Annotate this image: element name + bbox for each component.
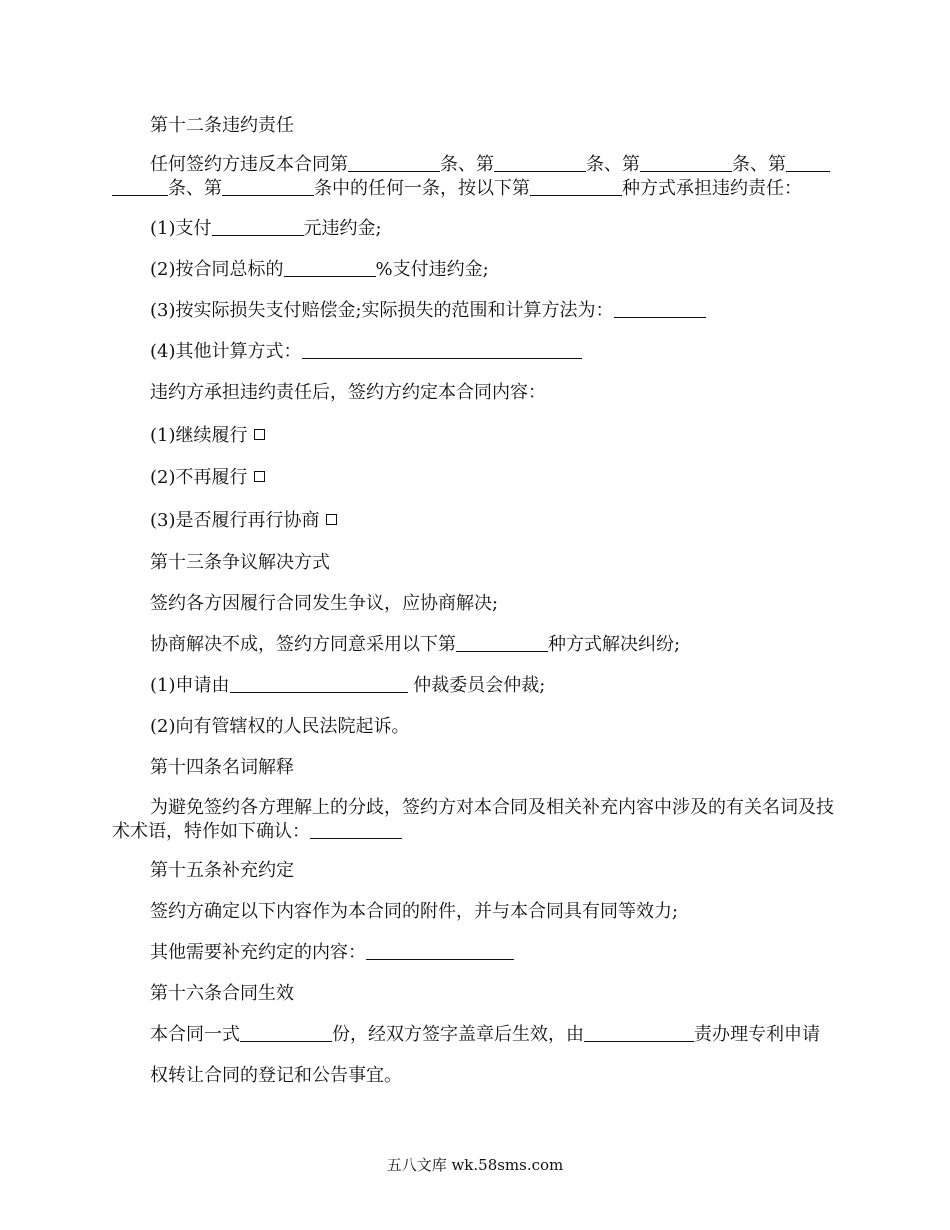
article13-p2: 协商解决不成，签约方同意采用以下第 种方式解决纠纷; xyxy=(150,634,681,655)
blank-line[interactable] xyxy=(230,674,408,693)
article12-heading: 第十二条违约责任 xyxy=(150,115,294,136)
article14-heading: 第十四条名词解释 xyxy=(150,757,294,778)
blank-line[interactable] xyxy=(530,177,622,196)
option-terminate: (2)不再履行 xyxy=(112,466,842,490)
blank-line[interactable] xyxy=(366,941,514,960)
footer-watermark: 五八文库 wk.58sms.com xyxy=(386,1156,564,1174)
article16-p2: 权转让合同的登记和公告事宜。 xyxy=(150,1065,402,1086)
article12-after: 违约方承担违约责任后，签约方约定本合同内容： xyxy=(150,382,546,403)
blank-line[interactable] xyxy=(640,153,732,172)
blank-line[interactable] xyxy=(284,258,376,277)
blank-line[interactable] xyxy=(456,633,548,652)
blank-line[interactable] xyxy=(494,153,586,172)
article12-paragraph-cont: 条、第 条中的任何一条，按以下第 种方式承担违约责任： xyxy=(112,177,842,201)
article14-p1: 为避免签约各方理解上的分歧，签约方对本合同及相关补充内容中涉及的有关名词及技术术语，特作如下确认： xyxy=(112,797,834,842)
option-continue: (1)继续履行 xyxy=(112,424,842,448)
blank-line[interactable] xyxy=(240,1023,332,1042)
blank-line[interactable] xyxy=(786,153,830,172)
article12-item1: (1)支付 元违约金; xyxy=(150,218,382,239)
article13-p1: 签约各方因履行合同发生争议，应协商解决; xyxy=(150,593,499,614)
checkbox[interactable] xyxy=(326,514,337,525)
blank-line[interactable] xyxy=(614,299,706,318)
article15-p1: 签约方确定以下内容作为本合同的附件，并与本合同具有同等效力; xyxy=(150,901,679,922)
article13-item1: (1)申请由 仲裁委员会仲裁; xyxy=(150,675,546,696)
blank-line[interactable] xyxy=(222,177,314,196)
article13-heading: 第十三条争议解决方式 xyxy=(150,552,330,573)
article12-item3: (3)按实际损失支付赔偿金;实际损失的范围和计算方法为： xyxy=(112,299,842,323)
checkbox[interactable] xyxy=(254,471,265,482)
article15-p2: 其他需要补充约定的内容： xyxy=(112,941,842,965)
blank-line[interactable] xyxy=(310,820,402,839)
article12-item2: (2)按合同总标的 %支付违约金; xyxy=(150,259,489,280)
article13-item2: (2)向有管辖权的人民法院起诉。 xyxy=(150,716,410,737)
blank-line[interactable] xyxy=(302,340,582,359)
article16-heading: 第十六条合同生效 xyxy=(150,983,294,1004)
article16-p1: 本合同一式 份，经双方签字盖章后生效，由 责办理专利申请 xyxy=(150,1024,820,1045)
article12-paragraph: 任何签约方违反本合同第 条、第 条、第 条、第 xyxy=(112,153,842,177)
article12-item4: (4)其他计算方式： xyxy=(112,340,842,364)
article15-heading: 第十五条补充约定 xyxy=(150,860,294,881)
blank-line[interactable] xyxy=(212,217,304,236)
option-negotiate: (3)是否履行再行协商 xyxy=(112,509,842,533)
checkbox[interactable] xyxy=(254,429,265,440)
blank-line[interactable] xyxy=(584,1023,694,1042)
blank-line[interactable] xyxy=(112,177,168,196)
blank-line[interactable] xyxy=(348,153,440,172)
